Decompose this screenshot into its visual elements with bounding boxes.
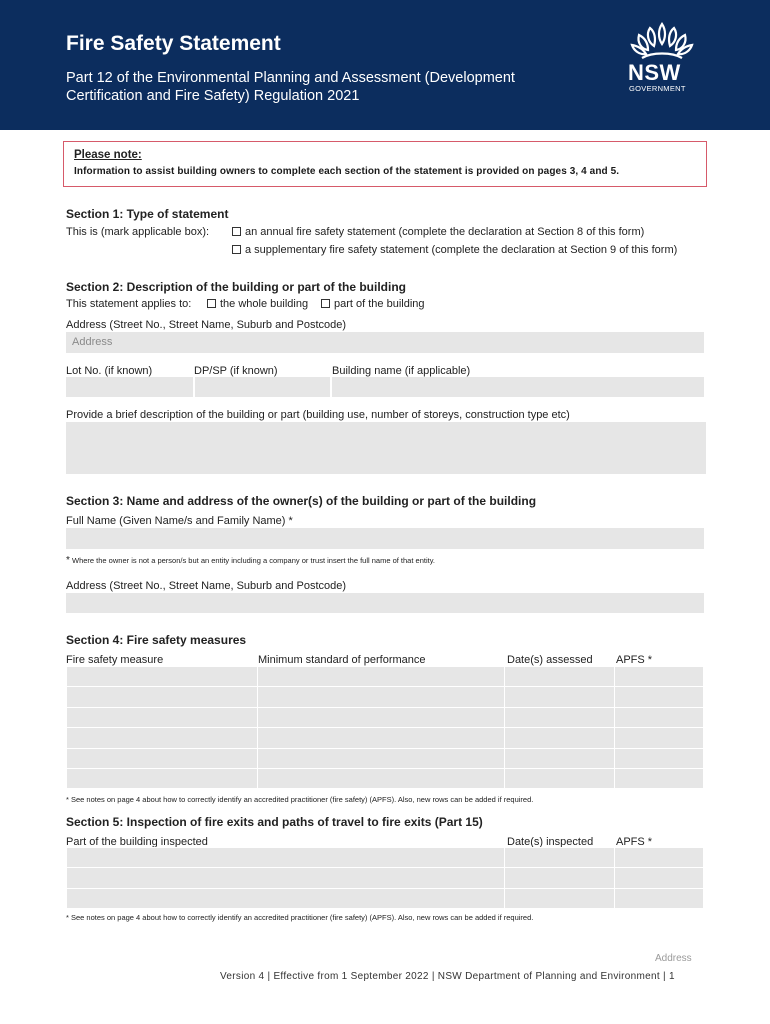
building-address-placeholder: Address	[72, 336, 113, 348]
lot-number-field[interactable]	[66, 377, 193, 397]
owner-address-field[interactable]	[66, 593, 704, 613]
table-cell[interactable]	[67, 667, 258, 687]
section1-heading: Section 1: Type of statement	[66, 207, 229, 221]
dpsp-label: DP/SP (if known)	[194, 365, 278, 377]
table-cell[interactable]	[615, 868, 704, 888]
section4-footnote: * See notes on page 4 about how to correctly identify an accredited practitioner (fire safety) (APFS). Also, new rows can be added if required.	[66, 795, 534, 804]
col-minimum-standard: Minimum standard of performance	[258, 654, 426, 666]
applies-whole-building[interactable]	[207, 298, 308, 310]
col-fire-safety-measure: Fire safety measure	[66, 654, 164, 666]
table-cell[interactable]	[67, 868, 505, 888]
table-cell[interactable]	[257, 707, 505, 727]
section5-heading: Section 5: Inspection of fire exits and paths of travel to fire exits (Part 15)	[66, 815, 483, 829]
table-cell[interactable]	[505, 768, 615, 788]
table-cell[interactable]	[505, 667, 615, 687]
table-cell[interactable]	[615, 768, 704, 788]
table-row	[67, 848, 704, 868]
page-subtitle: Part 12 of the Environmental Planning and Assessment (Development Certification and Fire Safety) Regulation 2021	[66, 70, 515, 104]
table-row	[67, 748, 704, 768]
building-address-label: Address (Street No., Street Name, Suburb and Postcode)	[66, 319, 347, 331]
owner-address-label: Address (Street No., Street Name, Suburb and Postcode)	[66, 580, 347, 592]
please-note-box	[63, 141, 707, 187]
col-apfs: APFS *	[616, 654, 653, 666]
table-cell[interactable]	[505, 728, 615, 748]
building-description-label: Provide a brief description of the building or part (building use, number of storeys, construction type etc)	[66, 409, 570, 421]
note-text: Information to assist building owners to complete each section of the statement is provided on pages 3, 4 and 5.	[74, 166, 620, 177]
table-cell[interactable]	[615, 888, 704, 908]
table-cell[interactable]	[505, 888, 615, 908]
table-cell[interactable]	[615, 848, 704, 868]
fire-safety-measures-table	[66, 666, 704, 789]
statement-type-annual[interactable]	[232, 226, 644, 238]
table-cell[interactable]	[257, 667, 505, 687]
annual-option-label: an annual fire safety statement (complete the declaration at Section 8 of this form)	[245, 226, 645, 238]
section3-heading: Section 3: Name and address of the owner(s) of the building or part of the building	[66, 494, 537, 508]
table-cell[interactable]	[67, 748, 258, 768]
note-title: Please note:	[74, 149, 142, 161]
logo-government-text: GOVERNMENT	[629, 84, 686, 93]
section5-footnote: * See notes on page 4 about how to correctly identify an accredited practitioner (fire safety) (APFS). Also, new rows can be added if required.	[66, 913, 534, 922]
table-row	[67, 667, 704, 687]
page-footer: Version 4 | Effective from 1 September 2022 | NSW Department of Planning and Environment | 1	[220, 971, 675, 982]
table-cell[interactable]	[67, 888, 505, 908]
table-cell[interactable]	[257, 728, 505, 748]
table-cell[interactable]	[505, 707, 615, 727]
table-cell[interactable]	[67, 848, 505, 868]
table-cell[interactable]	[615, 667, 704, 687]
supplementary-option-label: a supplementary fire safety statement (complete the declaration at Section 9 of this form)	[245, 244, 678, 256]
table-row	[67, 728, 704, 748]
col-part-inspected: Part of the building inspected	[66, 836, 208, 848]
applies-part-building[interactable]	[321, 298, 425, 310]
table-cell[interactable]	[615, 687, 704, 707]
part-building-checkbox[interactable]	[321, 299, 330, 308]
whole-building-checkbox[interactable]	[207, 299, 216, 308]
col-dates-assessed: Date(s) assessed	[507, 654, 593, 666]
table-cell[interactable]	[257, 748, 505, 768]
table-row	[67, 888, 704, 908]
lot-number-label: Lot No. (if known)	[66, 365, 153, 377]
supplementary-checkbox[interactable]	[232, 245, 241, 254]
dpsp-field[interactable]	[195, 377, 330, 397]
col-dates-inspected: Date(s) inspected	[507, 836, 594, 848]
table-cell[interactable]	[67, 728, 258, 748]
building-description-field[interactable]	[66, 422, 706, 474]
table-cell[interactable]	[615, 707, 704, 727]
waratah-icon	[624, 18, 700, 62]
page-header	[0, 0, 770, 130]
table-cell[interactable]	[615, 728, 704, 748]
table-row	[67, 768, 704, 788]
table-cell[interactable]	[67, 768, 258, 788]
owner-footnote-text: Where the owner is not a person/s but an entity including a company or trust insert the full name of that entity.	[72, 556, 435, 565]
building-name-label: Building name (if applicable)	[332, 365, 471, 377]
logo-nsw-text: NSW	[628, 60, 681, 85]
page-title: Fire Safety Statement	[66, 32, 281, 55]
table-cell[interactable]	[257, 768, 505, 788]
table-cell[interactable]	[505, 868, 615, 888]
table-cell[interactable]	[505, 848, 615, 868]
building-address-field[interactable]	[66, 332, 704, 353]
footer-address-placeholder: Address	[655, 953, 692, 964]
section2-heading: Section 2: Description of the building or part of the building	[66, 280, 406, 294]
table-row	[67, 687, 704, 707]
col-apfs-section5: APFS *	[616, 836, 653, 848]
section1-prompt: This is (mark applicable box):	[66, 226, 210, 238]
nsw-government-logo	[624, 18, 700, 98]
owner-name-field[interactable]	[66, 528, 704, 549]
table-row	[67, 707, 704, 727]
table-cell[interactable]	[505, 687, 615, 707]
owner-footnote-mark: *	[66, 555, 70, 566]
fire-exits-inspection-table	[66, 847, 704, 909]
part-building-label: part of the building	[334, 298, 425, 310]
table-cell[interactable]	[257, 687, 505, 707]
statement-type-supplementary[interactable]	[232, 244, 677, 256]
owner-name-label: Full Name (Given Name/s and Family Name) *	[66, 515, 293, 527]
table-cell[interactable]	[505, 748, 615, 768]
section4-heading: Section 4: Fire safety measures	[66, 633, 247, 647]
applies-to-label: This statement applies to:	[66, 298, 192, 310]
table-cell[interactable]	[615, 748, 704, 768]
owner-footnote	[66, 555, 435, 566]
table-cell[interactable]	[67, 687, 258, 707]
annual-checkbox[interactable]	[232, 227, 241, 236]
table-cell[interactable]	[67, 707, 258, 727]
building-name-field[interactable]	[332, 377, 704, 397]
whole-building-label: the whole building	[220, 298, 309, 310]
table-row	[67, 868, 704, 888]
